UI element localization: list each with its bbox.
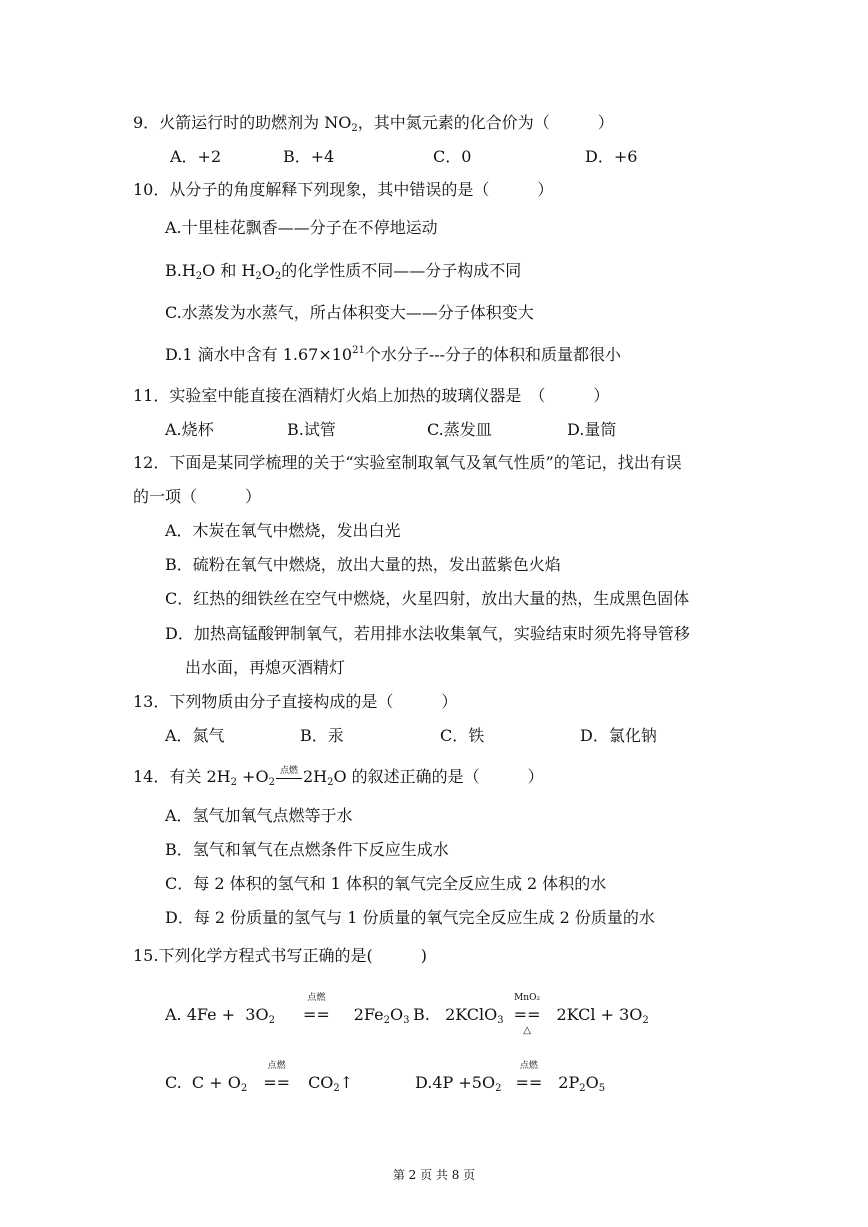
q12-stem-line2: 的一项（ ）	[133, 487, 262, 506]
q13-option-b: B．汞	[300, 726, 344, 745]
q12-stem-line1: 12．下面是某同学梳理的关于“实验室制取氧气及氧气性质”的笔记，找出有误	[133, 453, 682, 472]
q10-option-d: D.1 滴水中含有 $1.67\times 10^{21}$个水分子---分子的体积和质量都很小	[165, 345, 622, 364]
q9-option-b: B．+4	[283, 147, 335, 166]
q10-option-c: C.水蒸发为水蒸气，所占体积变大——分子体积变大	[165, 303, 534, 322]
q14-option-a: A．氢气加氧气点燃等于水	[165, 806, 353, 825]
q12-option-a: A．木炭在氧气中燃烧，发出白光	[165, 521, 401, 540]
q11-stem: 11．实验室中能直接在酒精灯火焰上加热的玻璃仪器是 （ ）	[133, 386, 610, 405]
q11-option-b: B.试管	[287, 420, 336, 439]
q12-option-c: C．红热的细铁丝在空气中燃烧，火星四射，放出大量的热，生成黑色固体	[165, 589, 690, 608]
q15-option-a: A. $4Fe + 3O_2$ 点燃 == $2Fe_2O_3$	[165, 993, 410, 1026]
q14-option-d: D．每 2 份质量的氢气与 1 份质量的氧气完全反应生成 2 份质量的水	[165, 908, 655, 927]
q14-option-b: B．氢气和氧气在点燃条件下反应生成水	[165, 840, 449, 859]
page-footer: 第 2 页 共 8 页	[392, 1168, 476, 1182]
q9-option-c: C．0	[433, 147, 472, 166]
q14-stem: 14．有关 $2H_2 +O_2$ 点燃 $2H_2O$ 的叙述正确的是（ ）	[133, 766, 544, 788]
equation-equals: 点燃 ==	[263, 1061, 291, 1092]
q14-option-c: C．每 2 体积的氢气和 1 体积的氧气完全反应生成 2 体积的水	[165, 874, 607, 893]
q10-stem: 10．从分子的角度解释下列现象，其中错误的是（ ）	[133, 180, 554, 199]
q11-option-d: D.量筒	[567, 420, 617, 439]
q10-option-b: $B.H_2O$ 和 $H_2O_2$的化学性质不同——分子构成不同	[165, 261, 522, 282]
reaction-condition-arrow: 点燃	[276, 767, 302, 779]
q11-option-a: A.烧杯	[165, 420, 214, 439]
q13-option-d: D．氯化钠	[580, 726, 657, 745]
q13-option-c: C．铁	[440, 726, 485, 745]
q9-option-d: D．+6	[585, 147, 638, 166]
q15-stem: 15.下列化学方程式书写正确的是( )	[133, 946, 427, 965]
q12-option-b: B．硫粉在氧气中燃烧，放出大量的热，发出蓝紫色火焰	[165, 555, 561, 574]
equation-equals: 点燃 ==	[302, 993, 330, 1024]
equation-equals: 点燃 ==	[515, 1061, 543, 1092]
q12-option-d-line2: 出水面，再熄灭酒精灯	[185, 658, 346, 677]
equation-equals: MnO₂ == △	[513, 993, 541, 1036]
q15-option-b: B. 2KClO$_3$ MnO₂ == △ $2KCl + 3O_2$	[413, 993, 649, 1036]
q10-option-a: A.十里桂花飘香——分子在不停地运动	[165, 218, 438, 237]
q15-option-d: $D.4P +5O_2$ 点燃 == $2P_2O_5$	[415, 1061, 606, 1094]
q9-option-a: A．+2	[170, 147, 222, 166]
q12-option-d-line1: D．加热高锰酸钾制氧气，若用排水法收集氧气，实验结束时须先将导管移	[165, 624, 690, 643]
q11-option-c: C.蒸发皿	[427, 420, 492, 439]
q13-option-a: A．氮气	[165, 726, 225, 745]
q15-option-c: C. $C + O_2$ 点燃 == $CO_2↑$	[165, 1061, 354, 1094]
q9-stem: 9．火箭运行时的助燃剂为 $NO_2$，其中氮元素的化合价为（ ）	[133, 113, 614, 134]
q13-stem: 13．下列物质由分子直接构成的是（ ）	[133, 692, 458, 711]
